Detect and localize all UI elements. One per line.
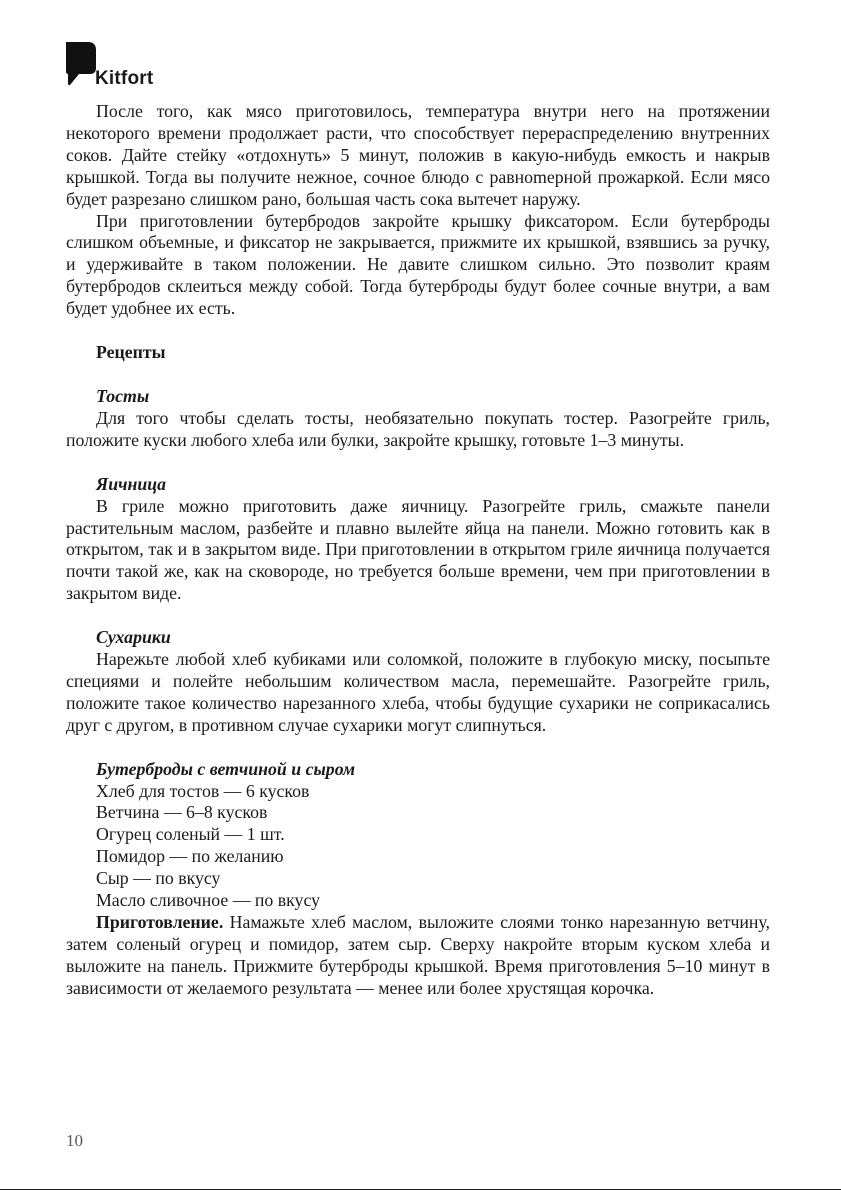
- ingredient-item: Хлеб для тостов — 6 кусков: [96, 780, 310, 801]
- ingredient-item: Сыр — по вкусу: [96, 868, 221, 889]
- recipes-heading: Рецепты: [96, 342, 166, 363]
- kitfort-logo-icon: [66, 42, 96, 86]
- sandwiches-title: Бутерброды с ветчиной и сыром: [96, 758, 356, 779]
- preparation-label: Приготовление.: [96, 912, 224, 932]
- page-number: 10: [66, 1131, 83, 1150]
- ingredient-item: Ветчина — 6–8 кусков: [96, 802, 268, 823]
- croutons-text: Нарежьте любой хлеб кубиками или соломкой, положите в глубокую миску, посыпьте специями и полейте небольшим количеством масла, перемешайте. Разогрейте гриль, положите такое количество нарезанного хлеба, чтобы будущие сухарики не соприкасались друг с другом, в противном случае сухарики могут слипнуться.: [66, 649, 770, 735]
- toasts-text: Для того чтобы сделать тосты, необязательно покупать тостер. Разогрейте гриль, положите куски любого хлеба или булки, закройте крышку, готовьте 1–3 минуты.: [66, 407, 770, 450]
- preparation-text: Намажьте хлеб маслом, выложите слоями тонко нарезанную ветчину, затем соленый огурец и помидор, затем сыр. Сверху накройте вторым куском хлеба и выложите на панель. Прижмите бутерброды крышкой. Время приготовления 5–10 минут в зависимости от желаемого результата — менее или более хрустящая корочка.: [66, 912, 770, 998]
- brand-logo: [66, 42, 186, 92]
- croutons-title: Сухарики: [96, 627, 171, 648]
- intro-paragraph-1: После того, как мясо приготовилось, температура внутри него на протяжении некоторого времени продолжает расти, что способствует перераспределению внутренних соков. Дайте стейку «отдохнуть» 5 минут, положив в какую-нибудь емкость и накрыв крышкой. Тогда вы получите нежное, сочное блюдо с равноmерной прожаркой. Если мясо будет разрезано слишком рано, большая часть сока вытечет наружу.: [66, 101, 770, 209]
- page-bottom-divider: [0, 1189, 841, 1190]
- eggs-text: В гриле можно приготовить даже яичницу. Разогрейте гриль, смажьте панели растительным маслом, разбейте и плавно вылейте яйца на панели. Можно готовить как в открытом, так и в закрытом виде. При приготовлении в открытом гриле яичница получается почти такой же, как на сковороде, но требуется больше времени, чем при приготовлении в закрытом виде.: [66, 495, 770, 604]
- brand-name: Kitfort: [95, 68, 154, 89]
- ingredient-item: Масло сливочное — по вкусу: [96, 890, 320, 911]
- toasts-title: Тосты: [96, 385, 150, 406]
- sandwiches-preparation: [66, 912, 770, 1000]
- page-content: [66, 101, 770, 1000]
- intro-paragraph-2: При приготовлении бутербродов закройте крышку фиксатором. Если бутерброды слишком объемные, и фиксатор не закрывается, прижмите их крышкой, взявшись за ручку, и удерживайте в таком положении. Не давите слишком сильно. Это позволит краям бутербродов склеиться между собой. Тогда бутерброды будут более сочные внутри, а вам будет удобнее их есть.: [66, 210, 770, 319]
- ingredient-item: Огурец соленый — 1 шт.: [96, 824, 285, 845]
- ingredient-item: Помидор — по желанию: [96, 846, 284, 867]
- eggs-title: Яичница: [96, 473, 167, 494]
